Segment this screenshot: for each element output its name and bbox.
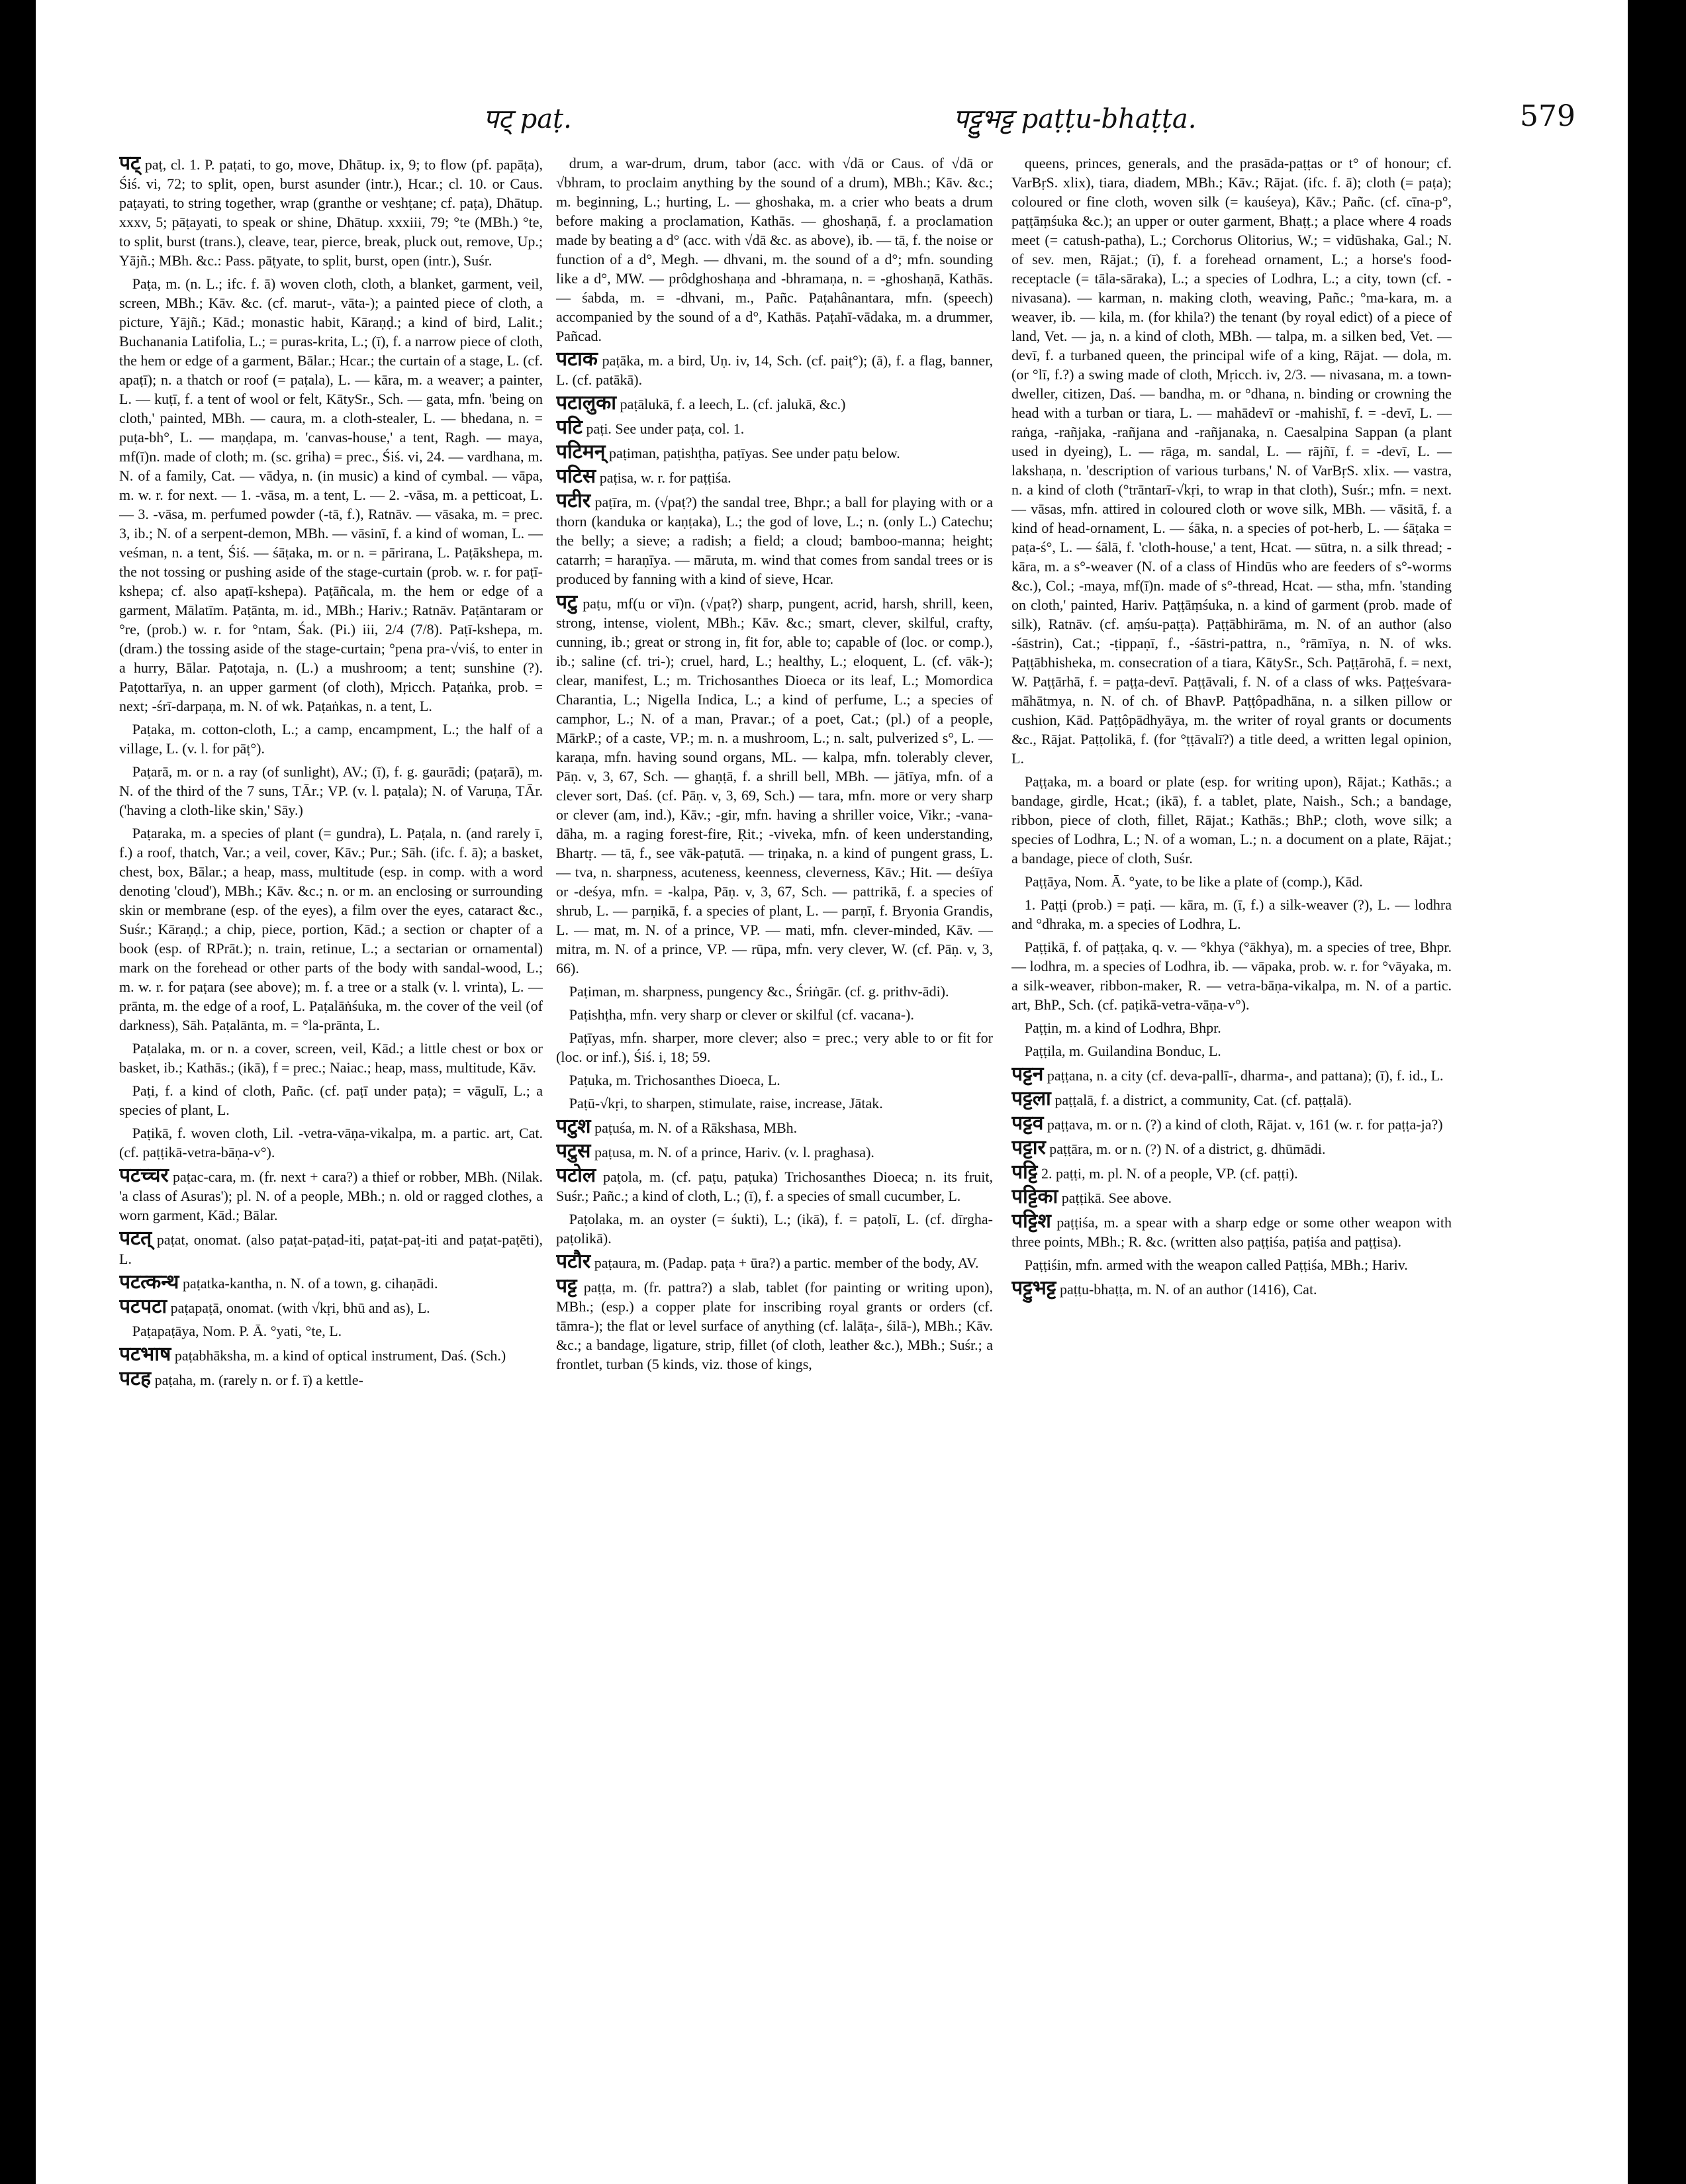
entry-headword: पट्टुभट्ट	[1011, 1277, 1056, 1299]
entry-text: paṭu, mf(u or vī)n. (√paṭ?) sharp, pungent, acrid, harsh, shrill, keen, strong, intense, violent, MBh.; Kāv. &c.; smart, clever, skilful, crafty, cunning, ib.; great or strong in, fit for, able to; capable of (loc. or comp.), ib.; saline (cf. tri-); cruel, hard, L.; healthy, L.; eloquent, L. (cf. vāk-); clear, manifest, L.; m. Trichosanthes Dioeca or its leaf, L.; Momordica Charantia, L.; Nigella Indica, L.; a kind of perfume, L.; a species of camphor, L.; N. of a man, Pravar.; of a poet, Cat.; (pl.) of a people, MārkP.; of a caste, VP.; m. n. a mushroom, L.; n. salt, pulverized s°, L. — karaṇa, mfn. having sound organs, ML. — kalpa, mfn. tolerably clever, Pāṇ. v, 3, 67, Sch. — ghaṇṭā, f. a shrill bell, MBh. — jātīya, mfn. of a clever sort, Daś. (cf. Pāṇ. v, 3, 69, Sch.) — tara, mfn. more or very sharp or clever (am, ind.), Kāv.; -gir, mfn. having a shriller voice, Vikr.; -vana-dāha, m. a raging forest-fire, Ṛit.; -viveka, mfn. of keen understanding, Bhartṛ. — tā, f., see vāk-paṭutā. — triṇaka, n. a kind of pungent grass, L. — tva, n. sharpness, acuteness, keenness, cleverness, Kāv.; Hit. — deśīya or -deśya, mfn. = -kalpa, Pāṇ. v, 3, 67, Sch. — pattrikā, f. a species of shrub, L. — parṇikā, f. a species of plant, L. — parṇī, f. Bryonia Grandis, L. — mat, m. N. of a prince, VP. — mati, mfn. clever-minded, Kāv. — mitra, m. N. of a prince, VP. — rūpa, mfn. very clever, W. (cf. Pāṇ. v, 3, 66).	[556, 595, 993, 976]
entry-text: paṭi. See under paṭa, col. 1.	[586, 420, 745, 437]
entry-headword: पटिस	[556, 465, 596, 487]
dictionary-entry	[119, 1321, 543, 1341]
entry-headword: पटत्	[119, 1227, 152, 1249]
entry-text: paṭaura, m. (Padap. paṭa + ūra?) a partic. member of the body, AV.	[594, 1255, 979, 1271]
entry-text: paṭatka-kantha, n. N. of a town, g. cihaṇādi.	[182, 1275, 438, 1292]
entry-text: drum, a war-drum, drum, tabor (acc. with √dā or Caus. of √dā or √bhram, to proclaim anything by the sound of a drum), MBh.; Kāv. &c.; m. beginning, L.; hurting, L. — ghoshaka, m. a crier who beats a drum before making a proclamation, Kathās. — ghoshaṇā, f. a proclamation made by beating a d° (acc. with √dā &c. as above), ib. — tā, f. the noise or function of a d°, Megh. — dhvani, m. the sound of a d°; mfn. sounding like a d°, MW. — prôdghoshaṇa and -bhramaṇa, n. = -ghoshaṇā, Kathās. — śabda, m. = -dhvani, m., Pañc. Paṭahânantara, mfn. (speech) accompanied by the sound of a d°, Kathās. Paṭahī-vādaka, m. a drummer, Pañcad.	[556, 155, 993, 344]
dictionary-entry	[1011, 1211, 1452, 1251]
entry-headword: पटिमन्	[556, 441, 606, 463]
dictionary-entry	[556, 1005, 993, 1024]
entry-text: Paṭīyas, mfn. sharper, more clever; also = prec.; very able to or fit for (loc. or inf.), Śiś. i, 18; 59.	[556, 1029, 993, 1065]
dictionary-entry	[1011, 772, 1452, 868]
entry-text: Paṭa, m. (n. L.; ifc. f. ā) woven cloth, cloth, a blanket, garment, veil, screen, MBh.; Kāv. &c. (cf. marut-, vāta-); a painted piece of cloth, a picture, Yājñ.; Kād.; monastic habit, Kāraṇḍ.; a kind of bird, Lalit.; Buchanania Latifolia, L.; = puras-krita, L.; (ī), f. a narrow piece of cloth, the hem or edge of a garment, Bālar.; Hcar.; the curtain of a stage, L. (cf. apaṭī); n. a thatch or roof (= paṭala), L. — kāra, m. a weaver; a painter, L. — kuṭī, f. a tent of wool or felt, KātySr., Sch. — gata, mfn. 'being on cloth,' painted, MBh. — caura, m. a cloth-stealer, L. — bhedana, n. = puṭa-bh°, L. — maṇḍapa, m. 'canvas-house,' a tent, Ragh. — maya, mf(ī)n. made of cloth; m. (sc. griha) = prec., Śiś. vi, 24. — vardhana, m. N. of a family, Cat. — vādya, n. (in music) a kind of cymbal. — vāpa, m. w. r. for next. — 1. -vāsa, m. a tent, L. — 2. -vāsa, m. a petticoat, L. — 3. -vāsa, m. perfumed powder (-tā, f.), Ratnāv. — vāsaka, m. = prec. 3, ib.; N. of a serpent-demon, MBh. — vāsinī, f. a kind of woman, L. — veśman, n. a tent, Śiś. — śāṭaka, m. or n. = pārirana, L. Paṭākshepa, m. the not tossing or pushing aside of the stage-curtain (prob. w. r. for paṭī-kshepa; cf. also apaṭī-kshepa). Paṭāñcala, m. the hem or edge of a garment, Mālatīm. Paṭānta, m. id., MBh.; Hariv.; Ratnāv. Paṭāntaram or °re, (prob.) w. r. for °ntam, Śak. (Pi.) iii, 2/4 (7/8). Paṭī-kshepa, m. (dram.) the tossing aside of the stage-curtain; °pena pra-√viś, to enter in a hurry, Bālar. Paṭotaja, n. (L.) a mushroom; a tent; sunshine (?). Paṭottarīya, n. an upper garment (of cloth), Mṛicch. Paṭaṅka, prob. = next; -śrī-darpaṇa, m. N. of wk. Paṭaṅkas, n. a tent, L.	[119, 275, 543, 714]
entry-text: paṭālukā, f. a leech, L. (cf. jalukā, &c.)	[620, 396, 846, 412]
entry-headword: पट्टन	[1011, 1063, 1044, 1085]
entry-text: Paṭapaṭāya, Nom. P. Ā. °yati, °te, L.	[132, 1323, 342, 1339]
entry-text: paṭṭa, m. (fr. pattra?) a slab, tablet (for painting or writing upon), MBh.; (esp.) a copper plate for inscribing royal grants or orders (cf. tāmra-); the flat or level surface of anything (cf. lalāṭa-, śilā-), MBh.; Kāv. &c.; a bandage, ligature, strip, fillet (of cloth, leather &c.), MBh.; Suśr.; a frontlet, turban (5 kinds, viz. those of kings,	[556, 1279, 993, 1372]
entry-text: Paṭaraka, m. a species of plant (= gundra), L. Paṭala, n. (and rarely ī, f.) a roof, thatch, Var.; a veil, cover, Kāv.; Pur.; Sāh. (ifc. f. ā); a basket, chest, box, Bālar.; a heap, mass, multitude (esp. in comp. with a word denoting 'cloud'), MBh.; Kāv. &c.; n. or m. an enclosing or surrounding skin or membrane (esp. of the eyes), a film over the eyes, cataract &c., Suśr.; Kāraṇḍ.; a chip, piece, portion, Kād.; a section or chapter of a book (esp. of RPrāt.); n. train, retinue, L.; a sectarian or ornamental) mark on the forehead or other parts of the body with sandal-wood, L.; m. w. r. for paṭara (see above); m. f. a tree or a stalk (v. l. vrinta), L. — prānta, m. the edge of a roof, L. Paṭalāṅśuka, m. the cover of the veil (of darkness), Sāh. Paṭalānta, m. = °la-prānta, L.	[119, 825, 543, 1033]
entry-text: Paṭū-√kṛi, to sharpen, stimulate, raise, increase, Jātak.	[569, 1095, 883, 1112]
dictionary-entry	[556, 154, 993, 346]
entry-text: Paṭiman, m. sharpness, pungency &c., Śriṅgār. (cf. g. prithv-ādi).	[569, 983, 949, 1000]
entry-headword: पटच्चर	[119, 1164, 169, 1186]
entry-text: Paṭarā, m. or n. a ray (of sunlight), AV.; (ī), f. g. gaurādi; (paṭarā), m. N. of the third of the 7 suns, TĀr.; VP. (v. l. paṭala); N. of Varuṇa, TĀr. ('having a cloth-like skin,' Sāy.)	[119, 763, 543, 818]
dictionary-entry	[1011, 1138, 1452, 1159]
dictionary-entry	[119, 1039, 543, 1077]
dictionary-entry	[1011, 1187, 1452, 1208]
dictionary-entry	[556, 1252, 993, 1272]
entry-headword: पटुस	[556, 1140, 591, 1162]
entry-text: paṭṭiśa, m. a spear with a sharp edge or some other weapon with three points, MBh.; R. &c. (written also paṭṭiśa, paṭiśa and paṭṭisa).	[1011, 1214, 1452, 1250]
header-center-guide-word: पट्टुभट्ट paṭṭu-bhaṭṭa.	[953, 104, 1197, 134]
column-2	[556, 154, 993, 2146]
dictionary-entry	[119, 1229, 543, 1268]
entry-headword: पटुश	[556, 1116, 591, 1137]
entry-headword: पट्टिश	[1011, 1210, 1051, 1232]
entry-text: Paṭṭila, m. Guilandina Bonduc, L.	[1024, 1043, 1221, 1059]
dictionary-entry	[119, 1369, 543, 1390]
entry-headword: पट्टव	[1011, 1112, 1044, 1134]
dictionary-entry	[556, 1117, 993, 1137]
entry-headword: पटह	[119, 1368, 152, 1390]
dictionary-entry	[556, 1276, 993, 1374]
entry-text: paṭṭu-bhaṭṭa, m. N. of an author (1416), Cat.	[1059, 1281, 1317, 1298]
entry-headword: पटि	[556, 416, 583, 438]
entry-headword: पट्टला	[1011, 1088, 1051, 1110]
entry-text: paṭat, onomat. (also paṭat-paṭad-iti, paṭat-paṭ-iti and paṭat-paṭēti), L.	[119, 1231, 543, 1267]
entry-headword: पटौर	[556, 1251, 591, 1272]
entry-text: Paṭaka, m. cotton-cloth, L.; a camp, encampment, L.; the half of a village, L. (v. l. for pāṭ°).	[119, 721, 543, 757]
dictionary-entry	[119, 1297, 543, 1317]
column-3	[1011, 154, 1452, 2146]
entry-headword: पटाक	[556, 348, 598, 370]
entry-text: paṭṭikā. See above.	[1061, 1190, 1172, 1206]
entry-text: paṭīra, m. (√paṭ?) the sandal tree, Bhpr.; a ball for playing with or a thorn (kanduka or kaṇṭaka), L.; the god of love, L.; n. (only L.) Catechu; the belly; a sieve; a radish; a field; a cloud; bamboo-manna; height; catarrh; = haraṇīya. — māruta, m. wind that comes from sandal trees or is produced by fanning with a kind of sieve, Hcar.	[556, 494, 993, 587]
entry-text: Paṭṭaka, m. a board or plate (esp. for writing upon), Rājat.; Kathās.; a bandage, girdle, Hcat.; (ikā), f. a tablet, plate, Naish., Sch.; a bandage, ribbon, piece of cloth, fillet, Rājat.; Kathās.; BhP.; cloth, wove silk; a species of Lodhra, L.; N. of a woman, L.; n. a document on a plate, Rājat.; a bandage, piece of cloth, Suśr.	[1011, 773, 1452, 867]
entry-text: paṭapaṭā, onomat. (with √kṛi, bhū and as), L.	[170, 1300, 430, 1316]
dictionary-entry	[1011, 937, 1452, 1014]
entry-text: Paṭikā, f. woven cloth, Lil. -vetra-vāṇa-vikalpa, m. a partic. art, Cat. (cf. paṭṭikā-vetra-bāṇa-v°).	[119, 1125, 543, 1161]
dictionary-entry	[119, 1081, 543, 1119]
dictionary-entry	[1011, 1255, 1452, 1274]
dictionary-entry	[556, 467, 993, 487]
column-1	[119, 154, 543, 2146]
dictionary-entry	[556, 1070, 993, 1090]
entry-text: paṭṭalā, f. a district, a community, Cat. (cf. paṭṭalā).	[1054, 1092, 1352, 1108]
entry-text: paṭabhāksha, m. a kind of optical instrument, Daś. (Sch.)	[174, 1347, 506, 1364]
dictionary-entry	[556, 393, 993, 414]
dictionary-entry	[119, 1166, 543, 1225]
entry-text: Paṭishṭha, mfn. very sharp or clever or skilful (cf. vacana-).	[569, 1006, 914, 1023]
entry-headword: पटभाष	[119, 1343, 171, 1365]
scan-border-right	[1628, 0, 1686, 2184]
entry-text: Paṭṭin, m. a kind of Lodhra, Bhpr.	[1024, 1020, 1221, 1036]
dictionary-entry	[556, 1094, 993, 1113]
dictionary-entry	[556, 1141, 993, 1162]
entry-text: paṭac-cara, m. (fr. next + cara?) a thief or robber, MBh. (Nilak. 'a class of Asuras'); pl. N. of a people, MBh.; n. old or ragged clothes, a worn garment, Kād.; Bālar.	[119, 1168, 543, 1223]
dictionary-entry	[556, 442, 993, 463]
entry-text: paṭusa, m. N. of a prince, Hariv. (v. l. praghasa).	[594, 1144, 874, 1161]
entry-text: paṭāka, m. a bird, Uṇ. iv, 14, Sch. (cf. paiṭ°); (ā), f. a flag, banner, L. (cf. patākā).	[556, 352, 993, 388]
entry-headword: पट्टिका	[1011, 1186, 1058, 1208]
dictionary-entry	[556, 1166, 993, 1206]
entry-headword: पटालुका	[556, 392, 617, 414]
entry-text: paṭṭāra, m. or n. (?) N. of a district, g. dhūmādi.	[1049, 1141, 1326, 1157]
entry-headword: पट्टार	[1011, 1137, 1046, 1159]
entry-text: paṭisa, w. r. for paṭṭiśa.	[599, 469, 731, 486]
entry-text: Paṭi, f. a kind of cloth, Pañc. (cf. paṭī under paṭa); = vāgulī, L.; a species of plant, L.	[119, 1082, 543, 1118]
entry-headword: पटत्कन्थ	[119, 1271, 179, 1293]
entry-headword: पट्ट	[556, 1275, 577, 1297]
dictionary-entry	[119, 762, 543, 820]
dictionary-entry	[1011, 1089, 1452, 1110]
dictionary-entry	[119, 1272, 543, 1293]
entry-headword: पट्	[119, 154, 141, 174]
dictionary-entry	[556, 982, 993, 1001]
dictionary-entry	[556, 1028, 993, 1067]
dictionary-entry	[1011, 1041, 1452, 1061]
entry-text: Paṭolaka, m. an oyster (= śukti), L.; (ikā), f. = paṭolī, L. (cf. dīrgha-paṭolikā).	[556, 1211, 993, 1247]
entry-text: Paṭṭiśin, mfn. armed with the weapon called Paṭṭiśa, MBh.; Hariv.	[1024, 1257, 1408, 1273]
dictionary-entry	[119, 274, 543, 716]
dictionary-entry	[556, 593, 993, 978]
dictionary-entry	[1011, 895, 1452, 933]
header-left-guide-word: पट् paṭ.	[483, 104, 572, 134]
entry-text: paṭiman, paṭishṭha, paṭīyas. See under paṭu below.	[609, 445, 900, 461]
dictionary-entry	[556, 418, 993, 438]
entry-headword: पट्टि	[1011, 1161, 1038, 1183]
dictionary-entry	[556, 350, 993, 389]
dictionary-entry	[1011, 1278, 1452, 1299]
scan-border-left	[0, 0, 36, 2184]
dictionary-entry	[119, 1123, 543, 1162]
entry-headword: पटोल	[556, 1164, 596, 1186]
running-header	[99, 99, 1575, 152]
entry-text: paṭaha, m. (rarely n. or f. ī) a kettle-	[154, 1372, 363, 1388]
dictionary-entry	[1011, 154, 1452, 768]
entry-text: paṭola, m. (cf. paṭu, paṭuka) Trichosanthes Dioeca; n. its fruit, Suśr.; Pañc.; a kind of cloth, L.; (ī), f. a species of small cucumber, L.	[556, 1168, 993, 1204]
entry-text: 2. paṭṭi, m. pl. N. of a people, VP. (cf. paṭṭi).	[1041, 1165, 1298, 1182]
entry-text: queens, princes, generals, and the prasāda-paṭṭas or t° of honour; cf. VarBṛS. xlix), tiara, diadem, MBh.; Kāv.; Rājat. (ifc. f. ā); cloth (= paṭa); coloured or fine cloth, woven silk (= kauśeya), Kāv.; Pañc. (cf. cīna-p°, paṭṭāṃśuka &c.); an upper or outer garment, Bhaṭṭ.; a place where 4 roads meet (= catush-patha), L.; Corchorus Olitorius, W.; = vidūshaka, Gal.; N. of sev. men, Rājat.; (ī), f. a forehead ornament, L.; a horse's food-receptacle (= tāla-sāraka), L.; a species of Lodhra, L.; a city, town (cf. -nivasana). — karman, n. making cloth, weaving, Pañc.; °ma-kara, m. a weaver, ib. — kila, m. (for khila?) the tenant (by royal edict) of a piece of land, Vet. — ja, n. a kind of cloth, MBh. — talpa, m. a silken bed, Vet. — devī, f. a turbaned queen, the principal wife of a king, Rājat. — dola, m. (or °lī, f.?) a swing made of cloth, Mṛicch. iv, 2/3. — nivasana, m. a town-dweller, citizen, Daś. — bandha, m. or °dhana, n. binding or crowning the head with a turban or tiara, L. — mahādevī or -mahishī, f. = -devī, L. — raṅga, -rañjaka, -rañjana and -rañjanaka, n. Caesalpina Sappan (a plant used in dyeing), L. — rāga, m. sandal, L. — rājñī, f. = -devī, L. — lakshaṇa, n. 'description of various turbans,' N. of VarBṛS. xlix. — vastra, n. a kind of cloth (°trāntarī-√kṛi, to wrap in that cloth), Suśr.; mfn. = next. — vāsas, mfn. attired in coloured cloth or wove silk, MBh. — vāsitā, f. a kind of head-ornament, L. — śāka, n. a species of pot-herb, L. — śāṭaka = paṭa-ś°, L. — śālā, f. 'cloth-house,' a tent, Hcat. — sūtra, n. a silk thread; -kāra, m. a s°-weaver (N. of a class of Hindūs who are feeders of s°-worms &c.), Col.; -maya, mf(ī)n. made of s°-thread, Hcat. — stha, mfn. 'standing on cloth,' painted, Hariv. Paṭṭāṃśuka, n. a kind of garment (prob. made of silk), Ratnāv. (cf. aṃśu-paṭṭa). Paṭṭābhirāma, m. N. of an author (also -śāstrin), Cat.; -ṭippaṇī, f., -śāstri-pattra, n., °rāmīya, n. N. of wks. Paṭṭābhisheka, m. consecration of a tiara, KātySr., Sch. Paṭṭārohā, f. = next, W. Paṭṭārhā, f. = paṭṭa-devī. Paṭṭāvali, f. N. of a class of wks. Paṭṭeśvara-māhātmya, n. N. of ch. of BhavP. Paṭṭôpadhāna, n. a silken pillow or cushion, Kād. Paṭṭôpādhyāya, m. the writer of royal grants or documents &c., Rājat. Paṭṭolikā, f. (for °ṭṭāvalī?) a title deed, a written legal opinion, L.	[1011, 155, 1452, 767]
dictionary-entry	[1011, 1018, 1452, 1037]
entry-text: 1. Paṭṭi (prob.) = paṭi. — kāra, m. (ī, f.) a silk-weaver (?), L. — lodhra and °dhraka, m. a species of Lodhra, L.	[1011, 896, 1452, 932]
entry-headword: पटपटा	[119, 1296, 167, 1317]
entry-text: paṭṭana, n. a city (cf. deva-pallī-, dharma-, and pattana); (ī), f. id., L.	[1047, 1067, 1444, 1084]
entry-headword: पटीर	[556, 490, 591, 512]
dictionary-entry	[119, 154, 543, 270]
entry-text: Paṭṭāya, Nom. Ā. °yate, to be like a plate of (comp.), Kād.	[1024, 873, 1363, 890]
entry-text: Paṭalaka, m. or n. a cover, screen, veil, Kād.; a little chest or box or basket, ib.; Kathās.; (ikā), f = prec.; Naiac.; heap, mass, multitude, Kāv.	[119, 1040, 543, 1076]
entry-text: paṭuśa, m. N. of a Rākshasa, MBh.	[594, 1119, 798, 1136]
dictionary-entry	[119, 824, 543, 1035]
dictionary-entry	[119, 720, 543, 758]
dictionary-entry	[556, 1210, 993, 1248]
entry-text: paṭ, cl. 1. P. paṭati, to go, move, Dhātup. ix, 9; to flow (pf. papāṭa), Śiś. vi, 72; to split, open, burst asunder (intr.), Hcar.; cl. 10. or Caus. paṭayati, to string together, wrap (granthe or veshṭane; cf. paṭa), Dhātup. xxxv, 5; pāṭayati, to speak or shine, Dhātup. xxxiii, 79; °te (MBh.) °te, to split, burst (trans.), cleave, tear, pierce, break, pluck out, remove, Up.; Yājñ.; MBh. &c.: Pass. pāṭyate, to split, burst, open (intr.), Suśr.	[119, 156, 543, 269]
dictionary-entry	[1011, 1114, 1452, 1134]
page-number: 579	[1520, 99, 1575, 133]
dictionary-entry	[119, 1345, 543, 1365]
dictionary-entry	[1011, 1163, 1452, 1183]
entry-text: Paṭṭikā, f. of paṭṭaka, q. v. — °khya (°ākhya), m. a species of tree, Bhpr. — lodhra, m. a species of Lodhra, ib. — vāpaka, prob. w. r. for °vāyaka, m. a silk-weaver, ribbon-maker, R. — vetra-bāṇa-vikalpa, m. N. of a partic. art, BhP., Sch. (cf. paṭikā-vetra-vāṇa-v°).	[1011, 939, 1452, 1013]
dictionary-entry	[1011, 1065, 1452, 1085]
entry-text: Paṭuka, m. Trichosanthes Dioeca, L.	[569, 1072, 780, 1088]
dictionary-entry	[556, 491, 993, 589]
entry-text: paṭṭava, m. or n. (?) a kind of cloth, Rājat. v, 161 (w. r. for paṭṭa-ja?)	[1047, 1116, 1443, 1133]
dictionary-entry	[1011, 872, 1452, 891]
entry-headword: पटु	[556, 591, 578, 613]
